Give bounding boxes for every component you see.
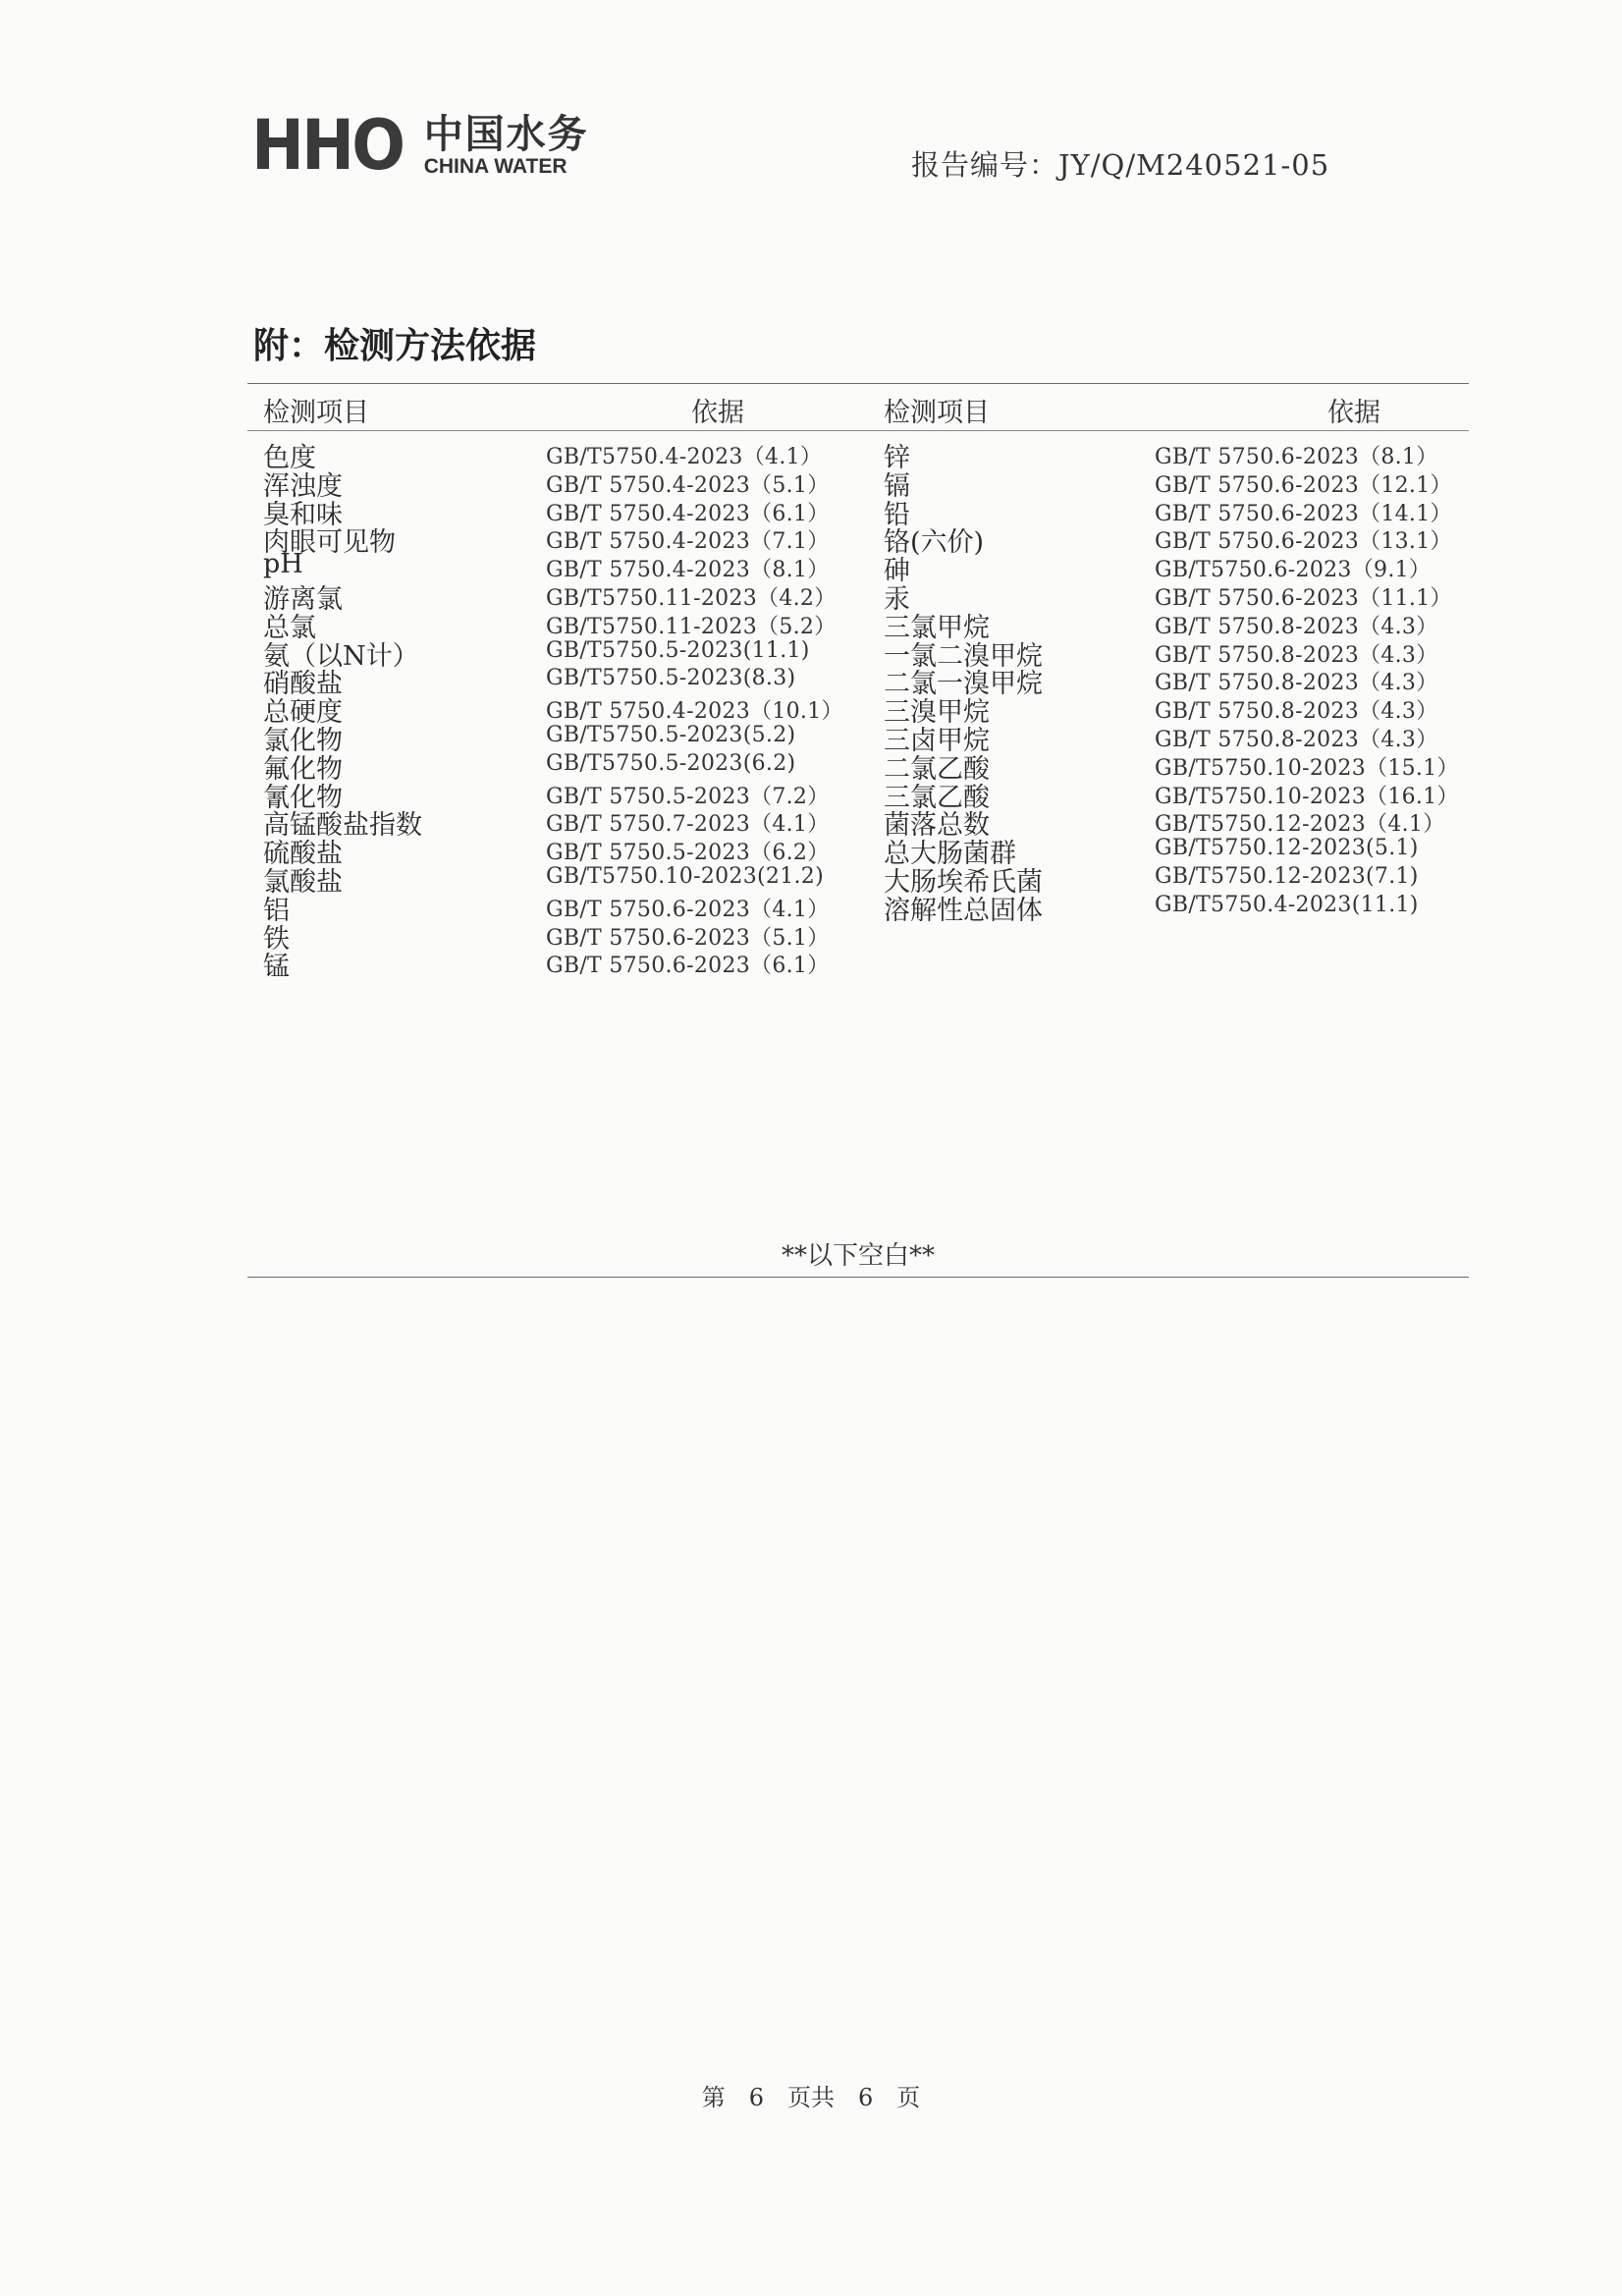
- report-number: 报告编号：JY/Q/M240521-05: [911, 148, 1330, 182]
- method-item-right: 一氯二溴甲烷: [884, 640, 1043, 672]
- header-item-right: 检测项目: [884, 398, 990, 428]
- method-item-right: 菌落总数: [884, 810, 990, 842]
- method-item-left: 铝: [263, 895, 290, 926]
- method-item-right: 镉: [884, 470, 910, 502]
- method-basis-right: GB/T 5750.6-2023（13.1）: [1155, 529, 1452, 555]
- method-item-right: 砷: [884, 556, 910, 587]
- method-item-left: 硝酸盐: [263, 669, 343, 700]
- method-item-right: 铬(六价): [884, 527, 985, 559]
- method-item-right: 铅: [884, 499, 910, 530]
- method-basis-right: GB/T5750.12-2023（4.1）: [1155, 812, 1445, 838]
- method-basis-right: GB/T5750.10-2023（15.1）: [1155, 755, 1459, 781]
- method-basis-right: GB/T5750.12-2023(5.1): [1155, 836, 1419, 861]
- method-basis-left: GB/T 5750.4-2023（6.1）: [546, 501, 830, 526]
- method-item-right: 汞: [884, 584, 910, 615]
- method-basis-right: GB/T5750.10-2023（16.1）: [1155, 784, 1459, 809]
- method-basis-left: GB/T 5750.6-2023（6.1）: [546, 954, 830, 979]
- method-basis-right: GB/T 5750.8-2023（4.3）: [1155, 699, 1438, 725]
- method-basis-right: GB/T 5750.6-2023（14.1）: [1155, 501, 1452, 526]
- method-basis-right: GB/T 5750.6-2023（12.1）: [1155, 472, 1452, 498]
- method-basis-right: GB/T5750.6-2023（9.1）: [1155, 558, 1432, 583]
- page-footer-middle: 页共: [787, 2084, 835, 2111]
- page-footer-suffix: 页: [896, 2084, 921, 2111]
- method-item-right: 二氯乙酸: [884, 753, 990, 785]
- method-item-left: pH: [263, 549, 303, 580]
- method-basis-left: GB/T5750.5-2023(5.2): [546, 723, 796, 747]
- method-item-right: 溶解性总固体: [884, 895, 1043, 926]
- method-item-left: 色度: [263, 443, 316, 473]
- method-item-right: 三溴甲烷: [884, 697, 990, 729]
- blank-below-note: **以下空白**: [781, 1241, 935, 1271]
- method-basis-left: GB/T 5750.6-2023（5.1）: [546, 925, 830, 951]
- method-basis-right: GB/T 5750.6-2023（11.1）: [1155, 586, 1452, 611]
- method-basis-left: GB/T 5750.4-2023（7.1）: [546, 529, 830, 555]
- page-total: 6: [858, 2084, 874, 2111]
- logo-chinese-name: 中国水务: [423, 111, 589, 157]
- method-item-left: 肉眼可见物: [263, 527, 396, 559]
- method-item-left: 氟化物: [263, 753, 343, 785]
- method-item-right: 锌: [884, 443, 910, 473]
- method-basis-right: GB/T5750.4-2023(11.1): [1155, 892, 1419, 917]
- method-basis-left: GB/T5750.5-2023(6.2): [546, 750, 796, 776]
- method-basis-right: GB/T 5750.8-2023（4.3）: [1155, 614, 1438, 639]
- section-title: 附：检测方法依据: [253, 326, 537, 366]
- method-basis-left: GB/T 5750.4-2023（10.1）: [546, 699, 843, 725]
- method-item-left: 氨（以N计）: [263, 640, 419, 672]
- logo-mark: HHO: [251, 105, 404, 186]
- method-basis-left: GB/T 5750.5-2023（6.2）: [546, 841, 830, 866]
- page-current: 6: [748, 2084, 764, 2111]
- method-basis-right: GB/T 5750.8-2023（4.3）: [1155, 642, 1438, 668]
- company-logo: [251, 106, 589, 185]
- method-item-left: 高锰酸盐指数: [263, 810, 422, 842]
- logo-words: [423, 111, 589, 178]
- method-item-left: 锰: [263, 952, 290, 983]
- table-top-rule: [247, 383, 1469, 384]
- method-item-left: 臭和味: [263, 499, 343, 530]
- method-item-right: 总大肠菌群: [884, 839, 1016, 870]
- method-item-left: 游离氯: [263, 584, 343, 615]
- table-bottom-rule: [247, 1277, 1469, 1278]
- method-basis-left: GB/T5750.11-2023（5.2）: [546, 614, 837, 639]
- method-item-left: 氰化物: [263, 782, 343, 813]
- logo-english-name: CHINA WATER: [423, 154, 568, 178]
- method-basis-left: GB/T 5750.6-2023（4.1）: [546, 897, 830, 922]
- method-item-left: 总硬度: [263, 697, 343, 729]
- method-item-left: 浑浊度: [263, 470, 343, 502]
- method-basis-right: GB/T 5750.8-2023（4.3）: [1155, 728, 1438, 752]
- method-basis-right: GB/T 5750.6-2023（8.1）: [1155, 445, 1438, 469]
- method-item-left: 硫酸盐: [263, 839, 343, 870]
- method-item-left: 氯化物: [263, 726, 343, 756]
- method-basis-right: GB/T 5750.8-2023（4.3）: [1155, 671, 1438, 696]
- page-footer: [0, 2078, 1622, 2112]
- page-footer-prefix: 第: [701, 2084, 726, 2111]
- method-item-right: 二氯一溴甲烷: [884, 669, 1043, 700]
- method-basis-left: GB/T 5750.4-2023（5.1）: [546, 472, 830, 498]
- method-item-left: 氯酸盐: [263, 867, 343, 898]
- method-item-left: 总氯: [263, 612, 316, 643]
- header-item-left: 检测项目: [263, 398, 369, 428]
- method-basis-left: GB/T5750.5-2023(8.3): [546, 666, 796, 691]
- method-item-right: 三卤甲烷: [884, 726, 990, 756]
- method-item-right: 大肠埃希氏菌: [884, 867, 1043, 898]
- method-item-right: 三氯甲烷: [884, 612, 990, 643]
- method-basis-left: GB/T 5750.5-2023（7.2）: [546, 784, 830, 809]
- method-basis-left: GB/T5750.10-2023(21.2): [546, 864, 824, 889]
- method-basis-left: GB/T 5750.7-2023（4.1）: [546, 812, 830, 838]
- method-item-right: 三氯乙酸: [884, 782, 990, 813]
- header-basis-right: 依据: [1327, 398, 1380, 428]
- method-basis-left: GB/T 5750.4-2023（8.1）: [546, 558, 830, 583]
- method-item-left: 铁: [263, 923, 290, 955]
- method-basis-left: GB/T5750.11-2023（4.2）: [546, 586, 837, 611]
- table-header-rule: [247, 430, 1469, 431]
- method-basis-left: GB/T5750.5-2023(11.1): [546, 637, 810, 663]
- method-basis-left: GB/T5750.4-2023（4.1）: [546, 445, 823, 469]
- header-basis-left: 依据: [691, 398, 744, 428]
- method-basis-right: GB/T5750.12-2023(7.1): [1155, 864, 1419, 889]
